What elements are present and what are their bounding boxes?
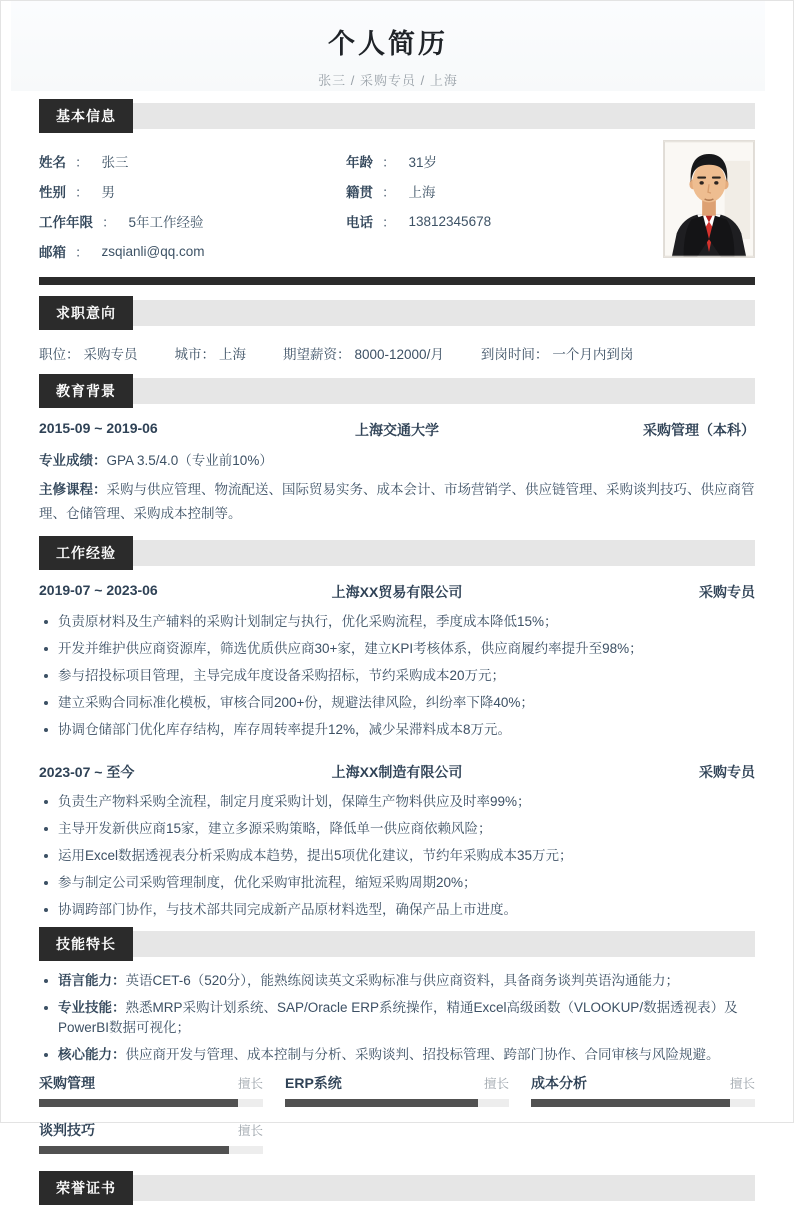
courses-value: 采购与供应管理、物流配送、国际贸易实务、成本会计、市场营销学、供应链管理、采购谈判技巧、供应商管理、仓储管理、采购成本控制等。 <box>39 482 755 521</box>
job-period: 2019-07 ~ 2023-06 <box>39 582 158 598</box>
section-honors-label: 荣誉证书 <box>39 1171 133 1205</box>
gpa-colon: ： <box>93 453 107 468</box>
skill-level: 擅长 <box>483 1077 509 1091</box>
field-colon: ： <box>75 245 89 260</box>
education-major: 采购管理（本科） <box>643 422 756 438</box>
portrait-photo <box>663 140 755 258</box>
field-value: 上海 <box>408 185 436 200</box>
section-honors <box>39 1171 755 1205</box>
field-gender <box>39 176 346 206</box>
job-company: 上海XX制造有限公司 <box>331 764 463 780</box>
field-value: 5年工作经验 <box>128 215 204 230</box>
section-basic-info-label: 基本信息 <box>39 99 133 133</box>
skills-bullet-list <box>39 971 755 1065</box>
skill-bar-procurement <box>39 1073 263 1107</box>
courses-colon: ： <box>93 482 107 497</box>
skill-bar-fill <box>285 1099 478 1107</box>
section-divider <box>39 277 755 285</box>
intent-colon: ： <box>201 347 215 362</box>
page-title: 个人简历 <box>328 29 448 59</box>
field-label: 性别 <box>39 185 66 200</box>
education-heading-row <box>39 420 755 440</box>
job-period: 2023-07 ~ 至今 <box>39 764 135 780</box>
section-education <box>39 374 755 408</box>
basic-info-block <box>39 133 755 267</box>
skill-name: ERP系统 <box>285 1075 342 1091</box>
section-job-intent <box>39 296 755 330</box>
section-education-label: 教育背景 <box>39 374 133 408</box>
skill-bullet-text: 熟悉MRP采购计划系统、SAP/Oracle ERP系统操作，精通Excel高级函数（VLOOKUP/数据透视表）及PowerBI数据可视化； <box>58 1000 738 1035</box>
field-email <box>39 236 346 266</box>
skill-bar-track <box>285 1099 509 1107</box>
skill-bullet-professional <box>39 998 755 1038</box>
job-bullet: 运用Excel数据透视表分析采购成本趋势，提出5项优化建议，节约年采购成本35万元； <box>39 846 755 866</box>
resume-content <box>39 99 755 1205</box>
field-hometown <box>346 176 635 206</box>
job-bullet: 开发并维护供应商资源库，筛选优质供应商30+家，建立KPI考核体系，供应商履约率提升至98%； <box>39 639 755 659</box>
job-company: 上海XX贸易有限公司 <box>331 584 463 600</box>
intent-colon: ： <box>534 347 549 362</box>
job-bullet: 参与制定公司采购管理制度，优化采购审批流程，缩短采购周期20%； <box>39 873 755 893</box>
skill-bar-track <box>531 1099 755 1107</box>
intent-value: 一个月内到岗 <box>552 347 634 362</box>
intent-value: 8000-12000/月 <box>354 347 444 362</box>
intent-city <box>175 343 247 363</box>
section-experience <box>39 536 755 570</box>
page-subtitle: 张三 / 采购专员 / 上海 <box>318 73 458 88</box>
field-age <box>346 146 635 176</box>
job-bullet-list <box>39 612 755 740</box>
basic-info-left-column <box>39 146 346 266</box>
field-value: 张三 <box>101 155 129 170</box>
education-courses-line <box>39 478 755 526</box>
job-bullet-list <box>39 792 755 920</box>
job-bullet: 负责生产物料采购全流程，制定月度采购计划，保障生产物料供应及时率99%； <box>39 792 755 812</box>
skill-bullet-label: 专业技能 <box>58 1000 112 1015</box>
job-bullet: 主导开发新供应商15家，建立多源采购策略，降低单一供应商依赖风险； <box>39 819 755 839</box>
section-track <box>133 1175 755 1201</box>
skill-bars-grid <box>39 1073 755 1167</box>
skill-bullet-core <box>39 1045 755 1065</box>
skill-bar-head <box>39 1073 263 1093</box>
education-period: 2015-09 ~ 2019-06 <box>39 420 158 436</box>
skill-bullet-text: 供应商开发与管理、成本控制与分析、采购谈判、招投标管理、跨部门协作、合同审核与风险规避。 <box>125 1047 720 1062</box>
field-value: 男 <box>101 185 115 200</box>
job-bullet: 协调仓储部门优化库存结构，库存周转率提升12%，减少呆滞料成本8万元。 <box>39 720 755 740</box>
intent-availability <box>481 343 634 363</box>
field-label: 姓名 <box>39 155 66 170</box>
education-school: 上海交通大学 <box>355 422 439 438</box>
job-heading-row <box>39 762 755 782</box>
skill-bar-track <box>39 1146 263 1154</box>
skill-bar-fill <box>39 1146 229 1154</box>
skill-bar-cost-analysis <box>531 1073 755 1107</box>
skill-level: 擅长 <box>729 1077 755 1091</box>
basic-info-right-column <box>346 146 635 266</box>
field-label: 邮箱 <box>39 245 66 260</box>
field-name <box>39 146 346 176</box>
education-gpa-line <box>39 449 755 473</box>
field-colon: ： <box>382 185 396 200</box>
intent-label: 城市 <box>174 347 202 362</box>
intent-salary <box>283 343 444 363</box>
field-colon: ： <box>382 155 396 170</box>
skill-bar-head <box>285 1073 509 1093</box>
skill-bullet-language <box>39 971 755 991</box>
field-colon: ： <box>382 215 396 230</box>
section-track <box>133 378 755 404</box>
resume-header <box>11 1 765 91</box>
section-basic-info <box>39 99 755 133</box>
education-block <box>39 420 755 526</box>
skill-name: 谈判技巧 <box>39 1122 95 1138</box>
field-value: 13812345678 <box>408 213 492 229</box>
skill-bar-head <box>39 1120 263 1140</box>
skill-name: 成本分析 <box>531 1075 587 1091</box>
section-job-intent-label: 求职意向 <box>39 296 133 330</box>
job-bullet: 建立采购合同标准化模板，审核合同200+份，规避法律风险，纠纷率下降40%； <box>39 693 755 713</box>
intent-label: 职位 <box>39 347 66 362</box>
job-title: 采购专员 <box>699 764 756 780</box>
job-bullet: 负责原材料及生产辅料的采购计划制定与执行，优化采购流程，季度成本降低15%； <box>39 612 755 632</box>
intent-label: 到岗时间 <box>480 347 535 362</box>
job-bullet: 参与招投标项目管理，主导完成年度设备采购招标，节约采购成本20万元； <box>39 666 755 686</box>
section-track <box>133 103 755 129</box>
field-phone <box>346 206 635 236</box>
skill-name: 采购管理 <box>39 1075 95 1091</box>
skill-bullet-colon: ： <box>112 973 126 988</box>
job-title: 采购专员 <box>699 584 756 600</box>
field-label: 工作年限 <box>39 215 93 230</box>
field-label: 籍贯 <box>346 185 373 200</box>
field-colon: ： <box>75 155 89 170</box>
skill-bar-fill <box>39 1099 238 1107</box>
job-intent-row <box>39 343 755 363</box>
courses-label: 主修课程 <box>39 482 93 497</box>
job-entry-2 <box>39 762 755 920</box>
job-entry-1 <box>39 582 755 740</box>
field-experience-years <box>39 206 346 236</box>
skill-bar-track <box>39 1099 263 1107</box>
gpa-label: 专业成绩 <box>39 453 93 468</box>
intent-value: 采购专员 <box>83 347 138 362</box>
field-colon: ： <box>102 215 116 230</box>
field-value: 31岁 <box>408 155 438 170</box>
section-skills-label: 技能特长 <box>39 927 133 961</box>
section-track <box>133 931 755 957</box>
skill-bullet-colon: ： <box>112 1047 126 1062</box>
section-track <box>133 300 755 326</box>
field-colon: ： <box>75 185 89 200</box>
skill-level: 擅长 <box>237 1124 263 1138</box>
skill-bullet-text: 英语CET-6（520分），能熟练阅读英文采购标准与供应商资料，具备商务谈判英语沟通能力； <box>125 973 680 988</box>
gpa-value: GPA 3.5/4.0（专业前10%） <box>106 453 273 468</box>
intent-value: 上海 <box>219 347 246 362</box>
basic-info-columns <box>39 146 635 266</box>
skill-bar-fill <box>531 1099 730 1107</box>
skill-bar-erp <box>285 1073 509 1107</box>
intent-colon: ： <box>337 347 351 362</box>
intent-label: 期望薪资 <box>283 347 337 362</box>
field-label: 电话 <box>346 215 373 230</box>
skill-bullet-label: 语言能力 <box>58 973 112 988</box>
section-track <box>133 540 755 566</box>
skill-bullet-colon: ： <box>112 1000 126 1015</box>
job-heading-row <box>39 582 755 602</box>
field-label: 年龄 <box>346 155 373 170</box>
job-bullet: 协调跨部门协作，与技术部共同完成新产品原材料选型，确保产品上市进度。 <box>39 900 755 920</box>
intent-position <box>39 343 138 363</box>
section-experience-label: 工作经验 <box>39 536 133 570</box>
skill-level: 擅长 <box>237 1077 263 1091</box>
section-skills <box>39 927 755 961</box>
intent-colon: ： <box>66 347 80 362</box>
field-value: zsqianli@qq.com <box>101 243 205 259</box>
skill-bar-negotiation <box>39 1120 263 1154</box>
skill-bar-head <box>531 1073 755 1093</box>
skill-bullet-label: 核心能力 <box>58 1047 112 1062</box>
